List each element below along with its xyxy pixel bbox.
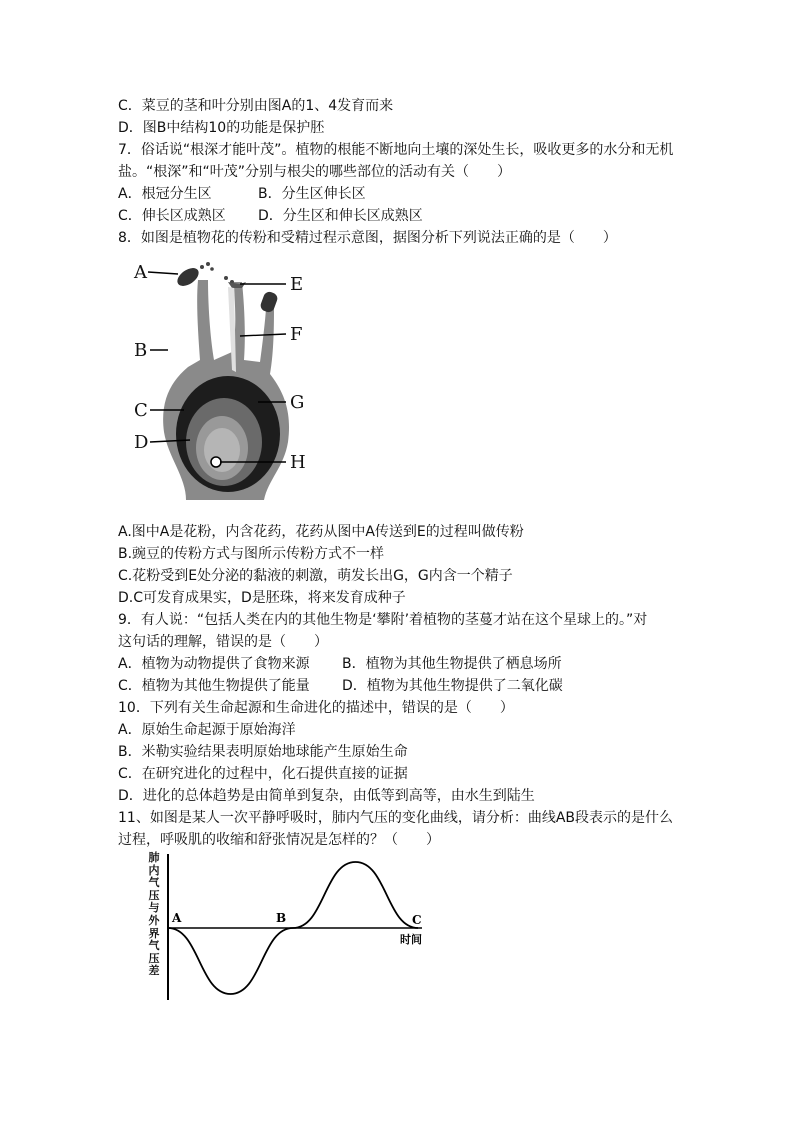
question-8-stem: 8．如图是植物花的传粉和受精过程示意图，据图分析下列说法正确的是（ ） [118,230,617,246]
question-9-line-2: 这句话的理解，错误的是（ ） [118,634,328,650]
lung-pressure-graph [160,850,450,1006]
q9-option-a: A．植物为动物提供了食物来源 [118,656,310,672]
q10-option-a: A．原始生命起源于原始海洋 [118,722,296,738]
flower-pollination-diagram [128,252,328,508]
q8-option-c: C.花粉受到E处分泌的黏液的刺激，萌发长出G，G内含一个精子 [118,568,513,584]
label-f: F [290,324,303,345]
pollen-grain-right [259,290,279,314]
label-g: G [290,392,305,413]
point-b-label: B [276,911,287,925]
label-e: E [290,274,304,295]
point-c-label: C [412,913,422,927]
leader-line-a [148,272,178,274]
label-h: H [290,452,306,473]
q10-option-c: C．在研究进化的过程中，化石提供直接的证据 [118,766,408,782]
q7-option-a: A．根冠分生区 [118,186,212,202]
q8-option-b: B.豌豆的传粉方式与图所示传粉方式不一样 [118,546,385,562]
question-7-line-1: 7．俗话说“根深才能叶茂”。植物的根能不断地向土壤的深处生长，吸收更多的水分和无机 [118,142,674,158]
label-a: A [134,262,147,283]
q7-option-b: B．分生区伸长区 [258,186,366,202]
egg-cell-h [211,457,221,467]
leader-line-f [240,334,286,336]
q9-option-b: B．植物为其他生物提供了栖息场所 [342,656,562,672]
q10-option-b: B．米勒实验结果表明原始地球能产生原始生命 [118,744,408,760]
q7-option-c: C．伸长区成熟区 [118,208,226,224]
pollen-dot [210,267,214,271]
question-9-line-1: 9．有人说：“包括人类在内的其他生物是‘攀附’着植物的茎蔓才站在这个星球上的。”对 [118,612,648,628]
label-b: B [134,340,148,361]
q7-option-d: D．分生区和伸长区成熟区 [258,208,423,224]
label-d: D [134,432,149,453]
label-c: C [134,400,148,421]
option-d-line: D．图B中结构10的功能是保护胚 [118,120,325,136]
q9-option-d: D．植物为其他生物提供了二氧化碳 [342,678,563,694]
question-7-line-2: 盐。“根深”和“叶茂”分别与根尖的哪些部位的活动有关（ ） [118,164,512,180]
q9-option-c: C．植物为其他生物提供了能量 [118,678,310,694]
pollen-dot [206,262,210,266]
q8-option-d: D.C可发育成果实，D是胚珠，将来发育成种子 [118,590,406,606]
question-11-line-2: 过程，呼吸肌的收缩和舒张情况是怎样的？（ ） [118,832,440,848]
graph-y-axis-label: 肺内气压与外界气压差 [148,851,160,978]
point-a-label: A [172,911,182,925]
pollen-dot [224,276,228,280]
q10-option-d: D．进化的总体趋势是由简单到复杂，由低等到高等，由水生到陆生 [118,788,535,804]
pollen-dot [200,265,204,269]
embryo-sac-inner [204,428,240,472]
graph-x-axis-label: 时间 [400,933,422,946]
question-10-stem: 10．下列有关生命起源和生命进化的描述中，错误的是（ ） [118,700,514,716]
option-c-line: C．菜豆的茎和叶分别由图A的1、4发育而来 [118,98,394,114]
q8-option-a: A.图中A是花粉，内含花药，花药从图中A传送到E的过程叫做传粉 [118,524,524,540]
question-11-line-1: 11、如图是某人一次平静呼吸时，肺内气压的变化曲线，请分析：曲线AB段表示的是什么 [118,810,673,826]
